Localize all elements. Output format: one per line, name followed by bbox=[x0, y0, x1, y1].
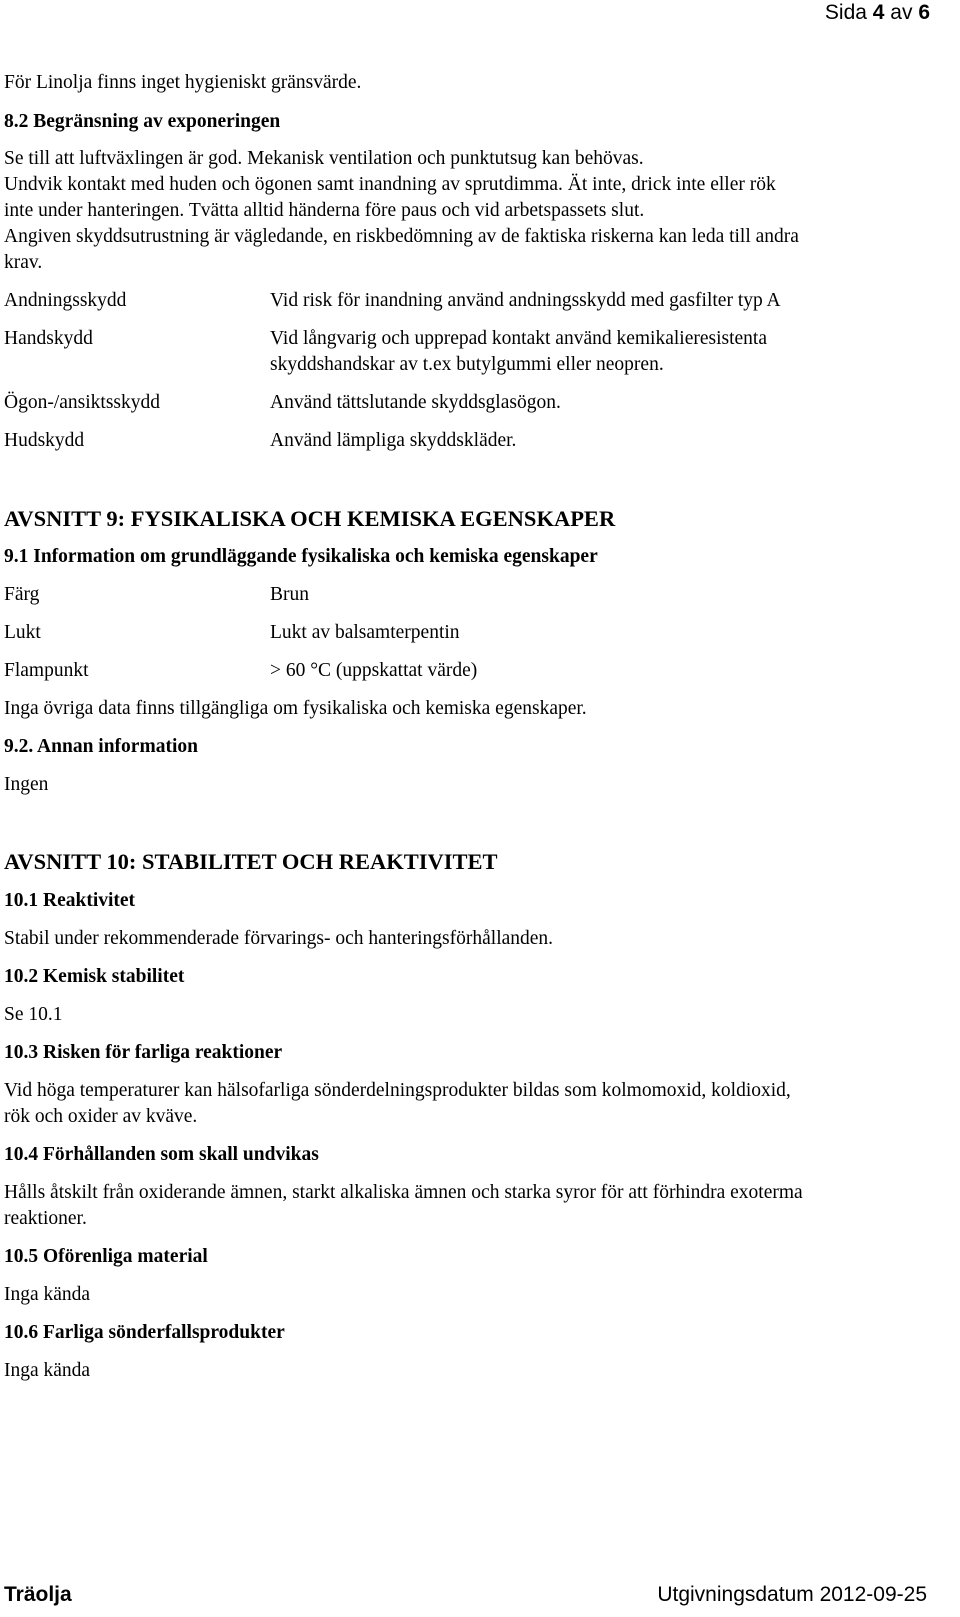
protection-label: Handskydd bbox=[4, 328, 93, 349]
heading-10-5: 10.5 Oförenliga material bbox=[4, 1246, 208, 1267]
protection-label: Ögon-/ansiktsskydd bbox=[4, 392, 160, 413]
property-label: Färg bbox=[4, 584, 40, 605]
protection-value: Använd lämpliga skyddskläder. bbox=[270, 430, 517, 451]
section-10-2-text: Se 10.1 bbox=[4, 1004, 63, 1025]
protection-value-cont: skyddshandskar av t.ex butylgummi eller neopren. bbox=[270, 354, 664, 375]
property-label: Lukt bbox=[4, 622, 41, 643]
protection-value: Använd tättslutande skyddsglasögon. bbox=[270, 392, 561, 413]
heading-9-1: 9.1 Information om grundläggande fysikaliska och kemiska egenskaper bbox=[4, 546, 598, 567]
protection-label: Hudskydd bbox=[4, 430, 85, 451]
section-10-3-text: Vid höga temperaturer kan hälsofarliga sönderdelningsprodukter bildas som kolmomoxid, koldioxid, bbox=[4, 1080, 791, 1101]
paragraph-line: Se till att luftväxlingen är god. Mekanisk ventilation och punktutsug kan behövas. bbox=[4, 148, 644, 169]
protection-label: Andningsskydd bbox=[4, 290, 127, 311]
section-10-4-text: Hålls åtskilt från oxiderande ämnen, starkt alkaliska ämnen och starka syror för att förhindra exoterma bbox=[4, 1182, 803, 1203]
property-value: Lukt av balsamterpentin bbox=[270, 622, 460, 643]
paragraph-line: inte under hanteringen. Tvätta alltid händerna före paus och vid arbetspassets slut. bbox=[4, 200, 645, 221]
section-10-4-text-cont: reaktioner. bbox=[4, 1208, 87, 1229]
property-value: Brun bbox=[270, 584, 309, 605]
property-label: Flampunkt bbox=[4, 660, 89, 681]
section-9-note: Inga övriga data finns tillgängliga om fysikaliska och kemiska egenskaper. bbox=[4, 698, 587, 719]
heading-10-6: 10.6 Farliga sönderfallsprodukter bbox=[4, 1322, 285, 1343]
heading-8-2: 8.2 Begränsning av exponeringen bbox=[4, 111, 281, 132]
exposure-limit-text: För Linolja finns inget hygieniskt gränsvärde. bbox=[4, 72, 362, 93]
section-10-1-text: Stabil under rekommenderade förvarings- och hanteringsförhållanden. bbox=[4, 928, 554, 949]
footer-issue-date: Utgivningsdatum 2012-09-25 bbox=[657, 1583, 927, 1606]
section-9-title: AVSNITT 9: FYSIKALISKA OCH KEMISKA EGENSKAPER bbox=[4, 506, 616, 531]
property-value: > 60 °C (uppskattat värde) bbox=[270, 660, 478, 681]
section-9-2-text: Ingen bbox=[4, 774, 49, 795]
heading-10-4: 10.4 Förhållanden som skall undvikas bbox=[4, 1144, 319, 1165]
paragraph-line: Angiven skyddsutrustning är vägledande, en riskbedömning av de faktiska riskerna kan leda till andra bbox=[4, 226, 799, 247]
paragraph-line: krav. bbox=[4, 252, 43, 273]
page-number: Sida 4 av 6 bbox=[824, 1, 930, 24]
section-10-6-text: Inga kända bbox=[4, 1360, 91, 1381]
protection-value: Vid långvarig och upprepad kontakt använd kemikalieresistenta bbox=[270, 328, 768, 349]
footer-product-name: Träolja bbox=[4, 1583, 72, 1606]
section-10-title: AVSNITT 10: STABILITET OCH REAKTIVITET bbox=[4, 849, 498, 874]
heading-9-2: 9.2. Annan information bbox=[4, 736, 198, 757]
protection-value: Vid risk för inandning använd andningsskydd med gasfilter typ A bbox=[270, 290, 781, 311]
heading-10-1: 10.1 Reaktivitet bbox=[4, 890, 136, 911]
paragraph-line: Undvik kontakt med huden och ögonen samt inandning av sprutdimma. Ät inte, drick inte eller rök bbox=[4, 174, 776, 195]
heading-10-2: 10.2 Kemisk stabilitet bbox=[4, 966, 185, 987]
section-10-3-text-cont: rök och oxider av kväve. bbox=[4, 1106, 198, 1127]
heading-10-3: 10.3 Risken för farliga reaktioner bbox=[4, 1042, 283, 1063]
section-10-5-text: Inga kända bbox=[4, 1284, 91, 1305]
